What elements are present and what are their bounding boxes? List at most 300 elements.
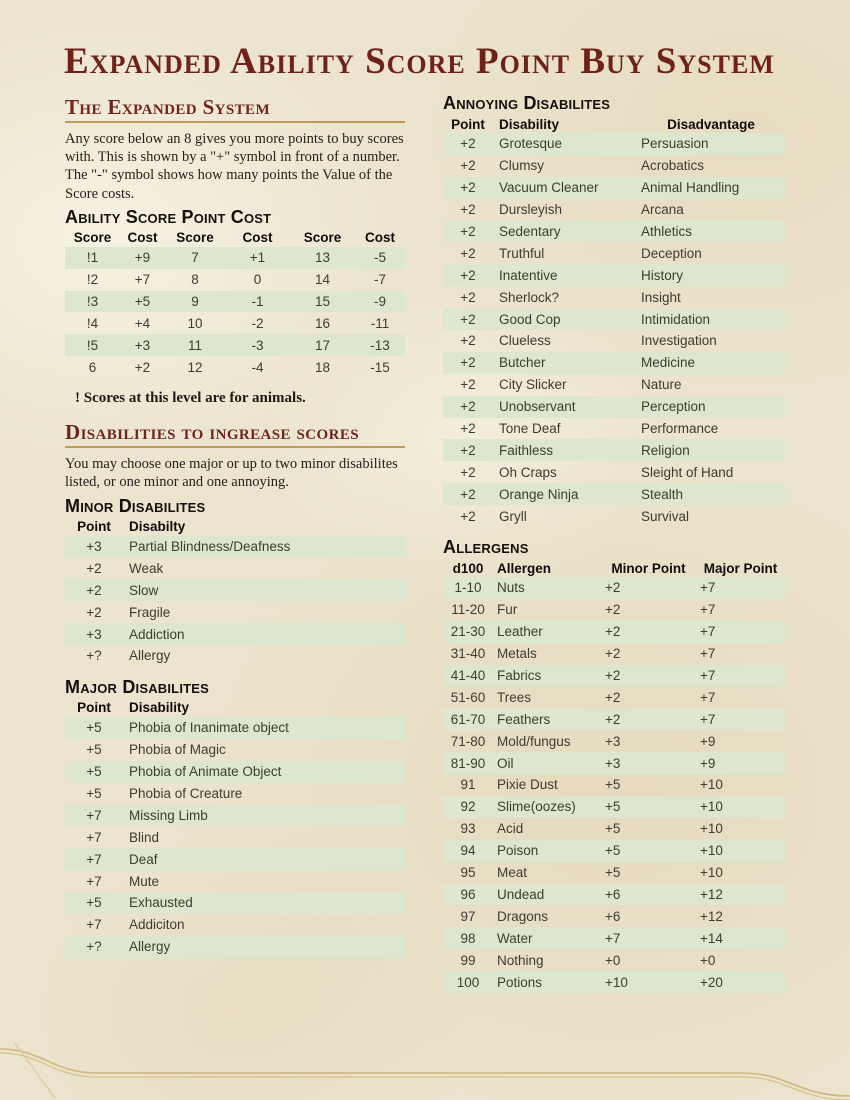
allergen-cell: Nothing xyxy=(497,952,544,968)
major-point-cell: +7 xyxy=(700,624,716,640)
allergens-table xyxy=(443,577,785,993)
point-cell: +2 xyxy=(460,158,476,174)
major-header-row xyxy=(65,699,405,717)
major-point-cell: +0 xyxy=(700,952,716,968)
expanded-system-text: Any score below an 8 gives you more points to buy scores with. This is shown by a "+" symbol in front of a number. The "-" symbol shows how many points the Value of the Score costs. xyxy=(65,131,404,202)
table-row xyxy=(65,804,405,826)
major-point-cell: +20 xyxy=(700,974,723,990)
minor-point-cell: +2 xyxy=(605,602,621,618)
score-cell: 17 xyxy=(314,337,331,353)
table-row xyxy=(65,739,405,761)
minor-point-cell: +5 xyxy=(605,843,621,859)
minor-point-cell: +6 xyxy=(605,886,621,902)
point-cell: +5 xyxy=(86,742,102,758)
disability-cell: Orange Ninja xyxy=(499,486,579,502)
cost-cell: -9 xyxy=(373,294,386,310)
minor-point-cell: +6 xyxy=(605,908,621,924)
column-header: Cost xyxy=(127,230,158,246)
table-row xyxy=(65,291,405,313)
cost-cell: -11 xyxy=(370,315,390,331)
point-cell: +2 xyxy=(460,136,476,152)
d100-cell: 31-40 xyxy=(450,646,486,662)
table-row xyxy=(443,708,785,730)
table-row xyxy=(443,242,785,264)
page-title: Expanded Ability Score Point Buy System xyxy=(64,41,775,82)
disability-cell: Missing Limb xyxy=(129,807,208,823)
ability-cost-heading: Ability Score Point Cost xyxy=(65,206,272,227)
minor-point-cell: +2 xyxy=(605,711,621,727)
point-cell: +2 xyxy=(460,333,476,349)
cost-cell: +4 xyxy=(134,315,151,331)
disadvantage-cell: Perception xyxy=(641,399,706,415)
table-row xyxy=(443,352,785,374)
d100-cell: 51-60 xyxy=(450,689,486,705)
column-header: Score xyxy=(73,230,112,246)
major-point-cell: +7 xyxy=(700,580,716,596)
score-cell: 14 xyxy=(314,272,331,288)
minor-point-cell: +5 xyxy=(605,777,621,793)
cost-cell: +5 xyxy=(134,294,151,310)
table-row xyxy=(443,686,785,708)
point-cell: +2 xyxy=(460,421,476,437)
d100-cell: 100 xyxy=(456,974,480,990)
score-cell: 15 xyxy=(314,294,331,310)
disability-cell: Unobservant xyxy=(499,399,576,415)
d100-cell: 98 xyxy=(460,930,476,946)
point-cell: +7 xyxy=(86,873,102,889)
cost-cell: 0 xyxy=(253,272,262,288)
table-row xyxy=(443,927,785,949)
minor-point-cell: +0 xyxy=(605,952,621,968)
score-cell: 9 xyxy=(191,294,199,310)
cost-cell: +2 xyxy=(134,359,151,375)
cost-cell: -7 xyxy=(373,272,386,288)
disability-cell: Fragile xyxy=(129,604,171,620)
table-row xyxy=(443,949,785,971)
disability-cell: Clumsy xyxy=(499,158,545,174)
table-row xyxy=(443,439,785,461)
allergen-cell: Feathers xyxy=(497,711,551,727)
column-header: Disability xyxy=(129,700,190,716)
disadvantage-cell: Arcana xyxy=(641,202,684,218)
d100-cell: 94 xyxy=(460,843,476,859)
disability-cell: Tone Deaf xyxy=(499,421,561,437)
table-row xyxy=(443,752,785,774)
disadvantage-cell: Medicine xyxy=(641,355,696,371)
disadvantage-cell: History xyxy=(641,267,684,283)
disadvantage-cell: Performance xyxy=(641,421,719,437)
table-row xyxy=(443,418,785,440)
cost-cell: -4 xyxy=(251,359,264,375)
column-header: Major Point xyxy=(703,560,778,576)
disability-cell: Weak xyxy=(129,560,164,576)
point-cell: +2 xyxy=(460,508,476,524)
major-point-cell: +10 xyxy=(700,821,723,837)
cost-cell: +1 xyxy=(249,250,266,266)
point-cell: +7 xyxy=(86,807,102,823)
point-cell: +5 xyxy=(86,786,102,802)
score-cell: !4 xyxy=(86,315,99,331)
cost-cell: -1 xyxy=(251,294,264,310)
column-header: d100 xyxy=(452,560,484,576)
table-row xyxy=(65,848,405,870)
score-cell: !3 xyxy=(86,294,99,310)
disability-cell: Phobia of Creature xyxy=(129,786,243,802)
allergen-cell: Acid xyxy=(497,821,524,837)
d100-cell: 92 xyxy=(460,799,476,815)
disadvantage-cell: Religion xyxy=(641,442,690,458)
allergens-header-row xyxy=(443,559,785,577)
point-cell: +2 xyxy=(460,289,476,305)
ability-cost-table xyxy=(65,247,405,378)
table-row xyxy=(443,374,785,396)
cost-cell: +7 xyxy=(134,272,151,288)
table-row xyxy=(443,818,785,840)
disability-cell: Gryll xyxy=(499,508,527,524)
point-cell: +5 xyxy=(86,764,102,780)
table-row xyxy=(443,840,785,862)
d100-cell: 91 xyxy=(460,777,476,793)
table-row xyxy=(443,264,785,286)
table-row xyxy=(65,601,405,623)
score-cell: 11 xyxy=(187,337,202,353)
major-point-cell: +12 xyxy=(700,908,723,924)
annoying-disabilites-table xyxy=(443,133,785,527)
table-row xyxy=(65,557,405,579)
score-cell: !1 xyxy=(86,250,99,266)
point-cell: +5 xyxy=(86,720,102,736)
table-row xyxy=(65,356,405,378)
point-cell: +7 xyxy=(86,851,102,867)
column-header: Disadvantage xyxy=(667,116,755,132)
table-row xyxy=(443,774,785,796)
d100-cell: 81-90 xyxy=(450,755,486,771)
major-point-cell: +7 xyxy=(700,646,716,662)
major-disabilites-heading: Major Disabilites xyxy=(65,676,210,697)
point-cell: +2 xyxy=(460,442,476,458)
allergen-cell: Dragons xyxy=(497,908,549,924)
disability-cell: Blind xyxy=(129,829,160,845)
allergen-cell: Fur xyxy=(497,602,518,618)
point-cell: +2 xyxy=(460,245,476,261)
disability-cell: Addiciton xyxy=(129,917,185,933)
table-row xyxy=(65,826,405,848)
point-cell: +3 xyxy=(86,539,102,554)
d100-cell: 99 xyxy=(460,952,476,968)
disability-cell: Sherlock? xyxy=(499,289,560,305)
allergen-cell: Oil xyxy=(497,755,514,771)
allergens-heading: Allergens xyxy=(443,537,529,558)
allergen-cell: Metals xyxy=(497,646,537,662)
cost-cell: -15 xyxy=(370,359,390,375)
point-cell: +2 xyxy=(460,399,476,415)
footer-flourish-ornament xyxy=(0,1040,850,1100)
disadvantage-cell: Animal Handling xyxy=(641,180,740,196)
disability-cell: Clueless xyxy=(499,333,551,349)
table-row xyxy=(443,396,785,418)
minor-point-cell: +5 xyxy=(605,821,621,837)
disability-cell: Phobia of Magic xyxy=(129,742,226,758)
disadvantage-cell: Survival xyxy=(641,508,690,524)
allergen-cell: Leather xyxy=(497,624,543,640)
point-cell: +7 xyxy=(86,917,102,933)
ability-footnote: ! Scores at this level are for animals. xyxy=(75,390,306,407)
table-row xyxy=(443,505,785,527)
disability-cell: Allergy xyxy=(129,939,171,955)
table-row xyxy=(65,870,405,892)
table-row xyxy=(65,536,405,558)
score-cell: 10 xyxy=(187,315,203,331)
disability-cell: Oh Craps xyxy=(499,464,557,480)
d100-cell: 61-70 xyxy=(450,711,486,727)
disability-cell: Addiction xyxy=(129,626,185,642)
disadvantage-cell: Intimidation xyxy=(641,311,711,327)
disability-cell: Vacuum Cleaner xyxy=(499,180,599,196)
table-row xyxy=(443,621,785,643)
disability-cell: Truthful xyxy=(499,245,545,261)
left-column xyxy=(65,95,405,958)
point-cell: +2 xyxy=(460,464,476,480)
disability-cell: Good Cop xyxy=(499,311,561,327)
table-row xyxy=(443,308,785,330)
minor-point-cell: +2 xyxy=(605,580,621,596)
table-row xyxy=(443,221,785,243)
table-row xyxy=(443,577,785,599)
major-point-cell: +12 xyxy=(700,886,723,902)
point-cell: +2 xyxy=(86,604,102,620)
major-point-cell: +10 xyxy=(700,843,723,859)
minor-point-cell: +2 xyxy=(605,689,621,705)
minor-point-cell: +2 xyxy=(605,646,621,662)
disabilities-section-heading: Disabilities to ingrease scores xyxy=(65,420,405,448)
table-row xyxy=(443,862,785,884)
disadvantage-cell: Acrobatics xyxy=(641,158,705,174)
disability-cell: Mute xyxy=(129,873,160,889)
table-row xyxy=(65,717,405,739)
disadvantage-cell: Investigation xyxy=(641,333,717,349)
major-point-cell: +9 xyxy=(700,733,716,749)
table-row xyxy=(443,884,785,906)
column-header: Score xyxy=(176,230,214,246)
table-row xyxy=(65,247,405,269)
minor-disabilites-heading: Minor Disabilites xyxy=(65,495,206,516)
table-row xyxy=(443,643,785,665)
allergen-cell: Mold/fungus xyxy=(497,733,571,749)
table-row xyxy=(65,269,405,291)
allergen-cell: Water xyxy=(497,930,533,946)
disability-cell: Slow xyxy=(129,582,159,598)
disability-cell: Partial Blindness/Deafness xyxy=(129,539,291,554)
cost-cell: +9 xyxy=(134,250,151,266)
table-row xyxy=(65,579,405,601)
minor-point-cell: +2 xyxy=(605,624,621,640)
annoying-header-row xyxy=(443,115,785,133)
disability-cell: Butcher xyxy=(499,355,546,371)
point-cell: +? xyxy=(86,648,102,664)
d100-cell: 11-20 xyxy=(451,602,485,618)
disability-cell: Dursleyish xyxy=(499,202,563,218)
allergen-cell: Poison xyxy=(497,843,539,859)
table-row xyxy=(443,133,785,155)
table-row xyxy=(443,330,785,352)
score-cell: !2 xyxy=(86,272,99,288)
d100-cell: 71-80 xyxy=(450,733,486,749)
table-row xyxy=(443,796,785,818)
score-cell: 12 xyxy=(187,359,203,375)
major-point-cell: +7 xyxy=(700,711,716,727)
table-row xyxy=(443,483,785,505)
major-point-cell: +14 xyxy=(700,930,723,946)
table-row xyxy=(443,199,785,221)
table-row xyxy=(443,730,785,752)
point-cell: +2 xyxy=(460,311,476,327)
major-point-cell: +7 xyxy=(700,602,716,618)
major-point-cell: +7 xyxy=(700,668,716,684)
score-cell: 18 xyxy=(314,359,331,375)
score-cell: 13 xyxy=(314,250,331,266)
table-row xyxy=(65,623,405,645)
allergen-cell: Potions xyxy=(497,974,543,990)
column-header: Cost xyxy=(365,230,395,246)
disabilities-section-text: You may choose one major or up to two minor disabilites listed, or one minor and one annoying. xyxy=(65,456,398,491)
point-cell: +2 xyxy=(460,486,476,502)
d100-cell: 96 xyxy=(460,886,476,902)
table-row xyxy=(443,286,785,308)
annoying-disabilites-heading: Annoying Disabilites xyxy=(443,93,611,113)
column-header: Cost xyxy=(242,230,273,246)
disability-cell: Inatentive xyxy=(499,267,558,283)
major-disabilites-table xyxy=(65,717,405,958)
cost-cell: -2 xyxy=(251,315,264,331)
table-row xyxy=(65,761,405,783)
ability-cost-header-row xyxy=(65,229,405,247)
disability-cell: Exhausted xyxy=(129,895,193,911)
disadvantage-cell: Insight xyxy=(641,289,681,305)
table-row xyxy=(65,936,405,958)
d100-cell: 95 xyxy=(460,865,476,881)
d100-cell: 93 xyxy=(460,821,476,837)
disability-cell: Sedentary xyxy=(499,224,561,239)
disability-cell: Phobia of Inanimate object xyxy=(129,720,289,736)
table-row xyxy=(65,783,405,805)
disadvantage-cell: Athletics xyxy=(641,224,693,239)
table-row xyxy=(65,645,405,667)
column-header: Allergen xyxy=(497,560,552,576)
major-point-cell: +10 xyxy=(700,799,723,815)
disadvantage-cell: Persuasion xyxy=(641,136,709,152)
d100-cell: 41-40 xyxy=(450,668,486,684)
minor-point-cell: +5 xyxy=(605,865,621,881)
score-cell: 6 xyxy=(88,359,97,375)
d100-cell: 1-10 xyxy=(454,580,482,596)
disability-cell: Faithless xyxy=(499,442,554,458)
point-cell: +2 xyxy=(86,582,102,598)
disability-cell: Allergy xyxy=(129,648,171,664)
allergen-cell: Undead xyxy=(497,886,545,902)
d100-cell: 97 xyxy=(460,908,476,924)
table-row xyxy=(443,155,785,177)
cost-cell: -3 xyxy=(251,337,264,353)
point-cell: +2 xyxy=(86,560,102,576)
minor-point-cell: +3 xyxy=(605,755,621,771)
point-cell: +2 xyxy=(460,377,476,393)
column-header: Score xyxy=(303,230,342,246)
expanded-system-heading: The Expanded System xyxy=(65,95,405,123)
table-row xyxy=(443,665,785,687)
disability-cell: Phobia of Animate Object xyxy=(129,764,282,780)
right-column xyxy=(443,93,785,993)
minor-point-cell: +3 xyxy=(605,733,621,749)
point-cell: +3 xyxy=(86,626,102,642)
minor-point-cell: +2 xyxy=(605,668,621,684)
table-row xyxy=(443,599,785,621)
major-point-cell: +10 xyxy=(700,777,723,793)
point-cell: +7 xyxy=(86,829,102,845)
disability-cell: Grotesque xyxy=(499,136,563,152)
allergen-cell: Pixie Dust xyxy=(497,777,558,793)
column-header: Point xyxy=(451,116,485,132)
point-cell: +2 xyxy=(460,180,476,196)
cost-cell: +3 xyxy=(134,337,151,353)
point-cell: +2 xyxy=(460,267,476,283)
allergen-cell: Trees xyxy=(497,689,532,705)
minor-point-cell: +10 xyxy=(605,974,628,990)
major-point-cell: +10 xyxy=(700,865,723,881)
score-cell: 8 xyxy=(191,272,199,288)
major-point-cell: +7 xyxy=(700,689,716,705)
disability-cell: Deaf xyxy=(129,851,158,867)
table-row xyxy=(65,334,405,356)
disadvantage-cell: Deception xyxy=(641,245,702,261)
cost-cell: -13 xyxy=(370,337,390,353)
major-point-cell: +9 xyxy=(700,755,716,771)
score-cell: !5 xyxy=(86,337,99,353)
allergen-cell: Slime(oozes) xyxy=(497,799,576,815)
table-row xyxy=(65,312,405,334)
minor-header-row xyxy=(65,518,405,536)
column-header: Point xyxy=(77,700,111,716)
minor-disabilites-table xyxy=(65,536,405,667)
column-header: Minor Point xyxy=(611,560,686,576)
point-cell: +5 xyxy=(86,895,102,911)
allergen-cell: Meat xyxy=(497,865,528,881)
table-row xyxy=(65,892,405,914)
minor-point-cell: +7 xyxy=(605,930,621,946)
disadvantage-cell: Stealth xyxy=(641,486,684,502)
column-header: Disability xyxy=(499,116,560,132)
disability-cell: City Slicker xyxy=(499,377,567,393)
table-row xyxy=(65,914,405,936)
score-cell: 7 xyxy=(191,250,199,266)
cost-cell: -5 xyxy=(373,250,386,266)
allergen-cell: Nuts xyxy=(497,580,525,596)
column-header: Point xyxy=(77,519,111,535)
disadvantage-cell: Sleight of Hand xyxy=(641,464,734,480)
column-header: Disabilty xyxy=(129,519,186,535)
minor-point-cell: +5 xyxy=(605,799,621,815)
table-row xyxy=(443,461,785,483)
point-cell: +2 xyxy=(460,224,476,239)
d100-cell: 21-30 xyxy=(450,624,486,640)
disadvantage-cell: Nature xyxy=(641,377,682,393)
point-cell: +2 xyxy=(460,202,476,218)
point-cell: +2 xyxy=(460,355,476,371)
table-row xyxy=(443,971,785,993)
allergen-cell: Fabrics xyxy=(497,668,542,684)
table-row xyxy=(443,905,785,927)
score-cell: 16 xyxy=(314,315,331,331)
table-row xyxy=(443,177,785,199)
